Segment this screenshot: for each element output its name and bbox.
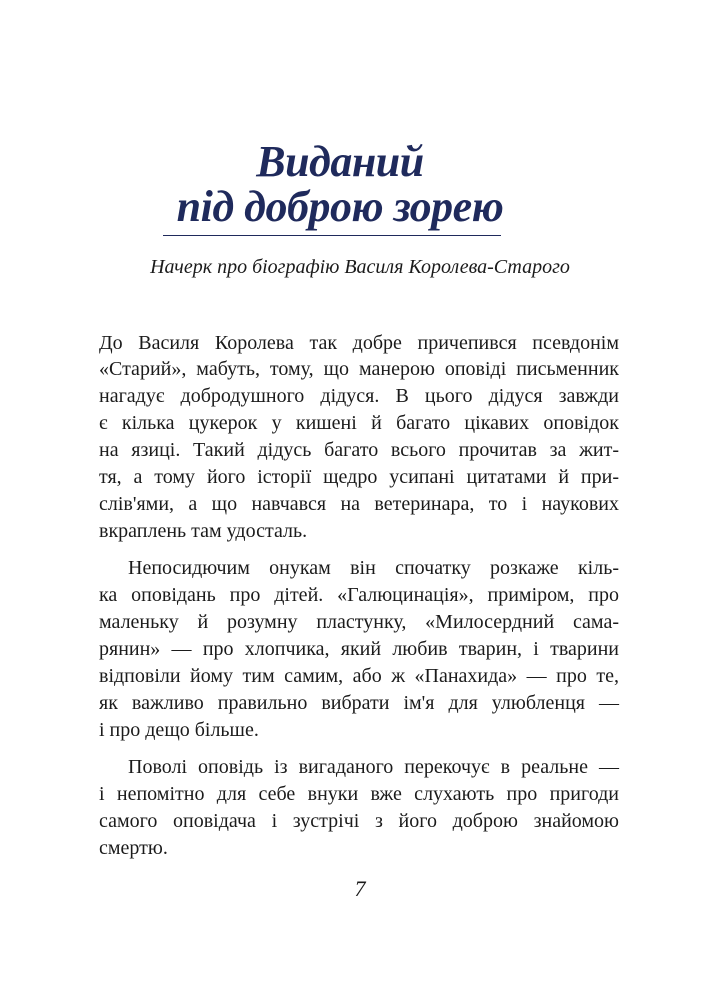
- chapter-subtitle: Начерк про біографію Василя Королева-Старого: [150, 256, 570, 278]
- text-line: відповіли йому тим самим, або ж «Панахида» — про те,: [99, 665, 619, 687]
- text-line: слів'ями, а що навчався на ветеринара, то і наукових: [99, 493, 619, 515]
- text-line: вкраплень там удосталь.: [99, 520, 308, 542]
- text-line: Поволі оповідь із вигаданого перекочує в реальне —: [128, 756, 619, 778]
- chapter-title-line-2: під доброю зорею: [176, 182, 504, 231]
- title-underline-rule: [163, 235, 501, 236]
- text-line: До Василя Королева так добре причепився псевдонім: [99, 332, 619, 354]
- text-line: маленьку й розумну пластунку, «Милосердний сама-: [99, 611, 619, 633]
- text-line: рянин» — про хлопчика, який любив тварин, і тварини: [99, 638, 619, 660]
- text-line: «Старий», мабуть, тому, що манерою оповіді письменник: [99, 358, 619, 380]
- chapter-title-line-1: Виданий: [256, 137, 424, 186]
- text-line: як важливо правильно вибрати ім'я для улюбленця —: [99, 692, 619, 714]
- text-line: на язиці. Такий дідусь багато всього прочитав за жит-: [99, 439, 619, 461]
- text-line: Непосидючим онукам він спочатку розкаже кіль-: [128, 557, 619, 579]
- text-line: і про дещо більше.: [99, 719, 259, 741]
- text-line: ка оповідань про дітей. «Галюцинація», приміром, про: [99, 584, 619, 606]
- page-number: 7: [354, 876, 366, 901]
- text-line: є кілька цукерок у кишені й багато цікавих оповідок: [99, 412, 619, 434]
- text-line: тя, а тому його історії щедро усипані цитатами й при-: [99, 466, 619, 488]
- text-line: самого оповідача і зустрічі з його доброю знайомою: [99, 810, 619, 832]
- text-line: нагадує добродушного дідуся. В цього дідуся завжди: [99, 385, 619, 407]
- text-line: і непомітно для себе внуки вже слухають про пригоди: [99, 783, 619, 805]
- text-line: смертю.: [99, 837, 168, 859]
